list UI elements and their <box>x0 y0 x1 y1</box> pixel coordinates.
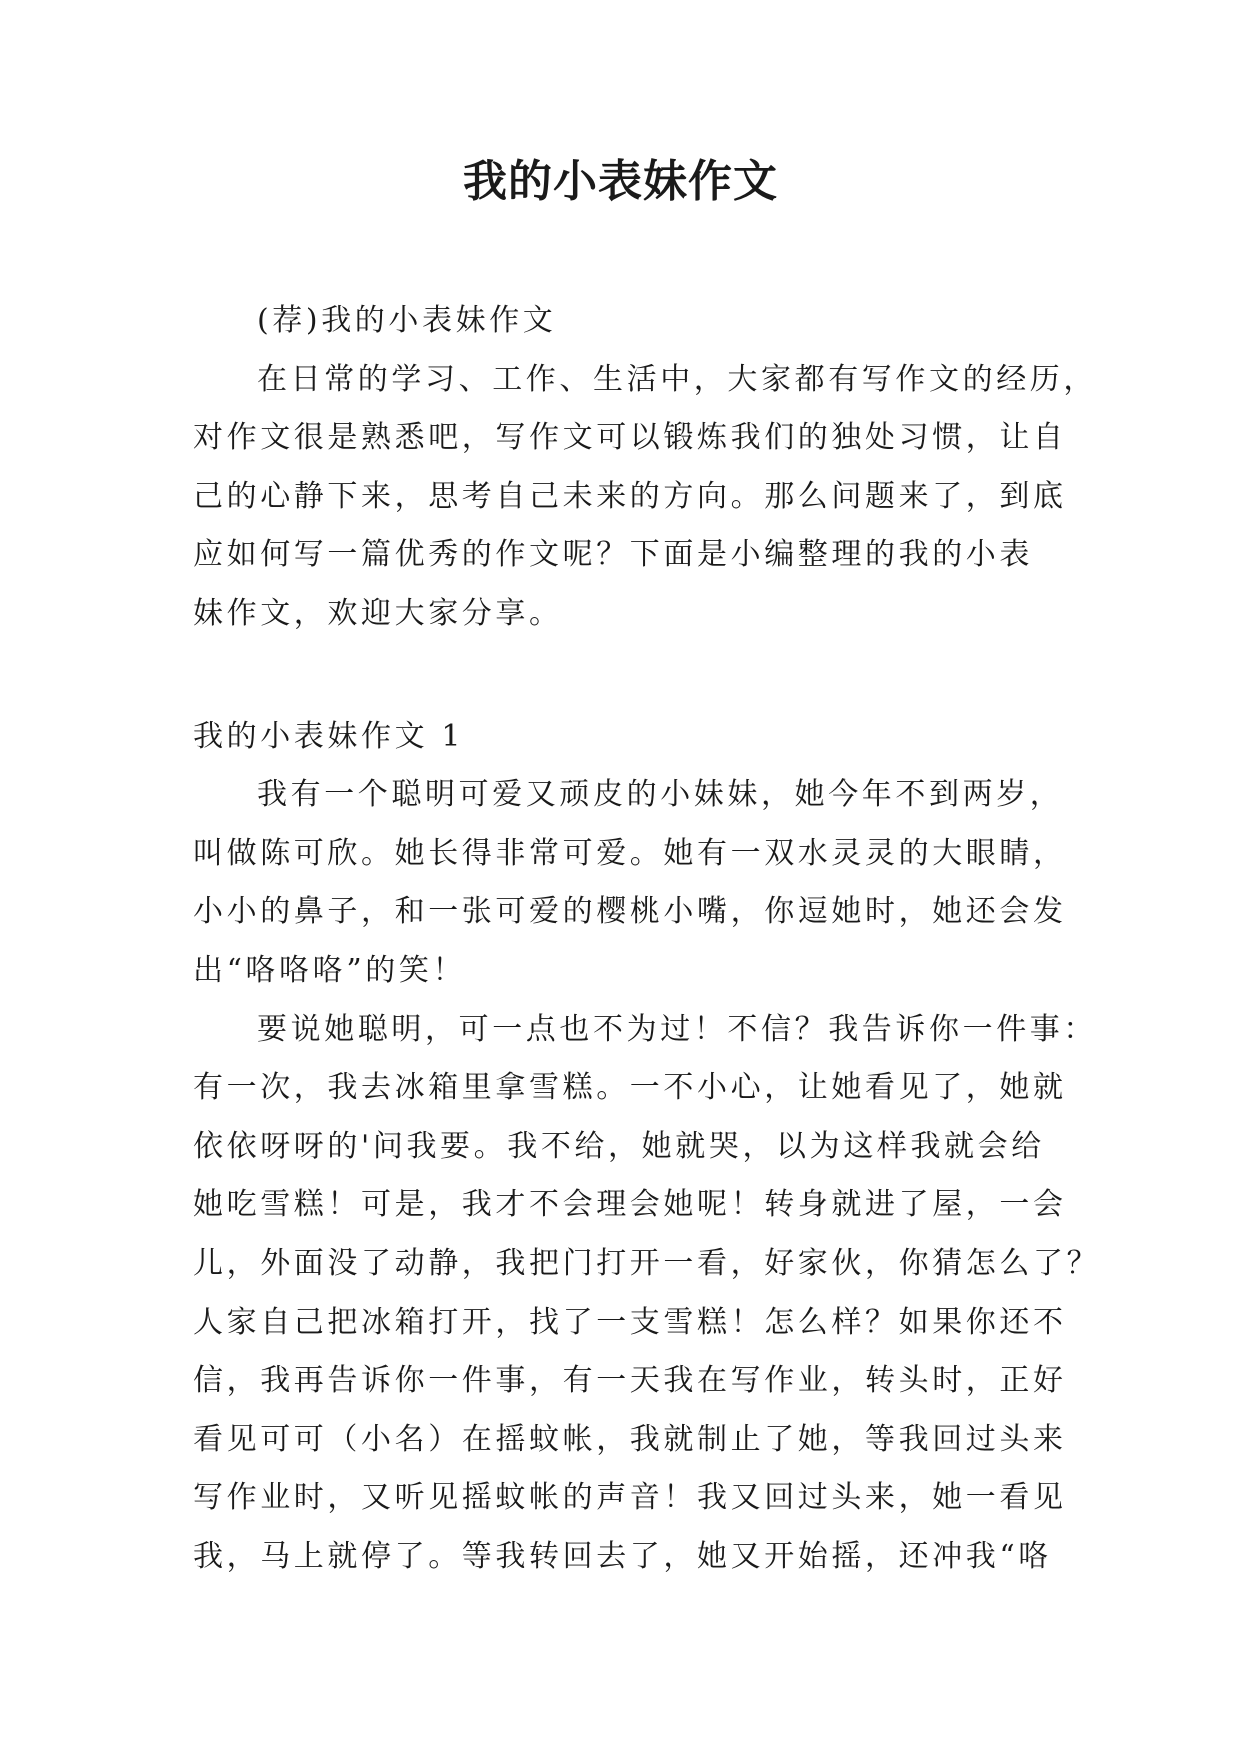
paragraph-line: 有一次，我去冰箱里拿雪糕。一不小心，让她看见了，她就 <box>193 1070 1067 1106</box>
paragraph-line: 依依呀呀的'问我要。我不给，她就哭，以为这样我就会给 <box>193 1128 1045 1164</box>
paragraph-line: 信，我再告诉你一件事，有一天我在写作业，转头时，正好 <box>193 1363 1067 1399</box>
paragraph-line: 己的心静下来，思考自己未来的方向。那么问题来了，到底 <box>193 478 1067 514</box>
subtitle-line: (荐)我的小表妹作文 <box>257 303 557 338</box>
document-body <box>193 292 1101 1586</box>
paragraph-line: 看见可可（小名）在摇蚊帐，我就制止了她，等我回过头来 <box>193 1421 1067 1457</box>
paragraph-line: 我，马上就停了。等我转回去了，她又开始摇，还冲我“咯 <box>193 1538 1052 1574</box>
section-spacer <box>193 644 1055 708</box>
paragraph-line: 应如何写一篇优秀的作文呢？下面是小编整理的我的小表 <box>193 537 1033 573</box>
paragraph-line: 妹作文，欢迎大家分享。 <box>193 595 563 631</box>
section-heading: 我的小表妹作文 1 <box>193 718 465 754</box>
paragraph-line: 小小的鼻子，和一张可爱的樱桃小嘴，你逗她时，她还会发 <box>193 894 1067 930</box>
paragraph-line: 儿，外面没了动静，我把门打开一看，好家伙，你猜怎么了？ <box>193 1245 1101 1281</box>
paragraph-line: 她吃雪糕！可是，我才不会理会她呢！转身就进了屋，一会 <box>193 1187 1067 1223</box>
paragraph-line: 我有一个聪明可爱又顽皮的小妹妹，她今年不到两岁， <box>257 777 1064 813</box>
paragraph-line: 写作业时，又听见摇蚊帐的声音！我又回过头来，她一看见 <box>193 1480 1067 1516</box>
paragraph-line: 出“咯咯咯”的笑！ <box>193 952 467 988</box>
paragraph-line: 对作文很是熟悉吧，写作文可以锻炼我们的独处习惯，让自 <box>193 420 1067 456</box>
paragraph-line: 要说她聪明，可一点也不为过！不信？我告诉你一件事： <box>257 1011 1097 1047</box>
paragraph-line: 人家自己把冰箱打开，找了一支雪糕！怎么样？如果你还不 <box>193 1304 1067 1340</box>
paragraph-line: 在日常的学习、工作、生活中，大家都有写作文的经历， <box>257 361 1097 397</box>
document-title: 我的小表妹作文 <box>463 156 778 207</box>
paragraph-line: 叫做陈可欣。她长得非常可爱。她有一双水灵灵的大眼睛， <box>193 835 1067 871</box>
